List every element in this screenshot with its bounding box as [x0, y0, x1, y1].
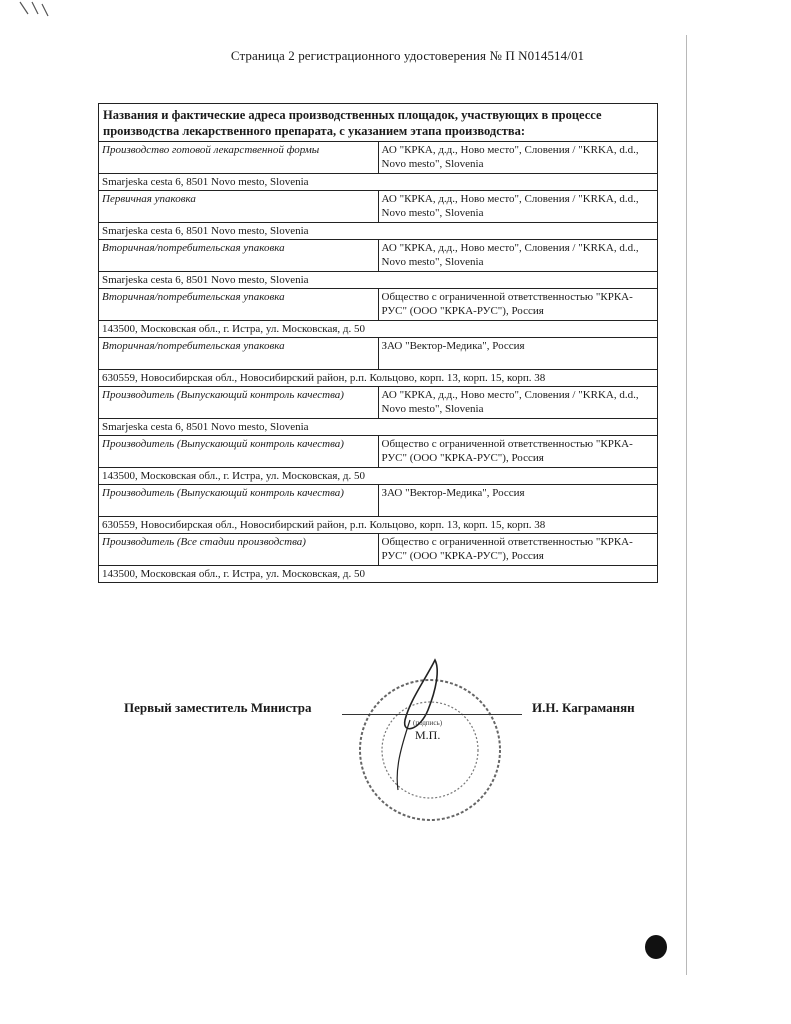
stage-row [99, 142, 658, 174]
page-header [0, 48, 791, 64]
stage-row [99, 387, 658, 419]
production-stage: Производитель (Все стадии производства) [99, 534, 379, 566]
signature-line [342, 714, 522, 715]
manufacturer-name: АО "КРКА, д.д., Ново место", Словения / "KRKA, d.d., Novo mesto", Slovenia [378, 387, 658, 419]
address-row [99, 174, 658, 191]
manufacturer-name: Общество с ограниченной ответственностью "КРКА-РУС" (ООО "КРКА-РУС"), Россия [378, 436, 658, 468]
site-address: 143500, Московская обл., г. Истра, ул. Московская, д. 50 [99, 468, 658, 485]
address-row [99, 370, 658, 387]
stage-row [99, 191, 658, 223]
address-row [99, 517, 658, 534]
production-stage: Производитель (Выпускающий контроль качества) [99, 436, 379, 468]
site-address: 143500, Московская обл., г. Истра, ул. Московская, д. 50 [99, 566, 658, 583]
page-label: Страница 2 регистрационного удостоверения № П N014514/01 [230, 48, 585, 63]
production-stage: Первичная упаковка [99, 191, 379, 223]
production-stage: Производство готовой лекарственной формы [99, 142, 379, 174]
scan-border-line [686, 35, 687, 975]
address-row [99, 321, 658, 338]
stage-row [99, 240, 658, 272]
site-address: Smarjeska cesta 6, 8501 Novo mesto, Slovenia [99, 174, 658, 191]
signature-block [124, 700, 644, 720]
address-row [99, 468, 658, 485]
manufacturer-name: АО "КРКА, д.д., Ново место", Словения / "KRKA, d.d., Novo mesto", Slovenia [378, 191, 658, 223]
address-row [99, 419, 658, 436]
site-address: 630559, Новосибирская обл., Новосибирский район, р.п. Кольцово, корп. 13, корп. 15, корп. 38 [99, 370, 658, 387]
manufacturer-name: АО "КРКА, д.д., Ново место", Словения / "KRKA, d.d., Novo mesto", Slovenia [378, 142, 658, 174]
manufacturer-name: ЗАО "Вектор-Медика", Россия [378, 485, 658, 517]
site-address: Smarjeska cesta 6, 8501 Novo mesto, Slovenia [99, 419, 658, 436]
signer-name: И.Н. Каграманян [532, 700, 635, 715]
address-row [99, 223, 658, 240]
corner-scribble [18, 0, 58, 20]
site-address: 630559, Новосибирская обл., Новосибирский район, р.п. Кольцово, корп. 13, корп. 15, корп. 38 [99, 517, 658, 534]
table-heading: Названия и фактические адреса производственных площадок, участвующих в процессе производства лекарственного препарата, с указанием этапа производства: [99, 104, 658, 142]
production-stage: Вторичная/потребительская упаковка [99, 289, 379, 321]
stage-row [99, 534, 658, 566]
production-stage: Вторичная/потребительская упаковка [99, 240, 379, 272]
stage-row [99, 289, 658, 321]
stamp-label: М.П. [415, 728, 441, 742]
stage-row [99, 338, 658, 370]
manufacturer-name: АО "КРКА, д.д., Ново место", Словения / "KRKA, d.d., Novo mesto", Slovenia [378, 240, 658, 272]
signature-caption: (подпись) [413, 719, 443, 727]
address-row [99, 272, 658, 289]
address-row [99, 566, 658, 583]
manufacturing-sites-table [98, 103, 658, 583]
manufacturer-name: ЗАО "Вектор-Медика", Россия [378, 338, 658, 370]
production-stage: Вторичная/потребительская упаковка [99, 338, 379, 370]
site-address: Smarjeska cesta 6, 8501 Novo mesto, Slovenia [99, 223, 658, 240]
production-stage: Производитель (Выпускающий контроль качества) [99, 485, 379, 517]
manufacturer-name: Общество с ограниченной ответственностью "КРКА-РУС" (ООО "КРКА-РУС"), Россия [378, 289, 658, 321]
site-address: 143500, Московская обл., г. Истра, ул. Московская, д. 50 [99, 321, 658, 338]
site-address: Smarjeska cesta 6, 8501 Novo mesto, Slovenia [99, 272, 658, 289]
table-heading-row [99, 104, 658, 142]
stage-row [99, 436, 658, 468]
production-stage: Производитель (Выпускающий контроль качества) [99, 387, 379, 419]
scan-punch-hole [645, 935, 667, 959]
signer-position: Первый заместитель Министра [124, 700, 312, 715]
stage-row [99, 485, 658, 517]
manufacturer-name: Общество с ограниченной ответственностью "КРКА-РУС" (ООО "КРКА-РУС"), Россия [378, 534, 658, 566]
